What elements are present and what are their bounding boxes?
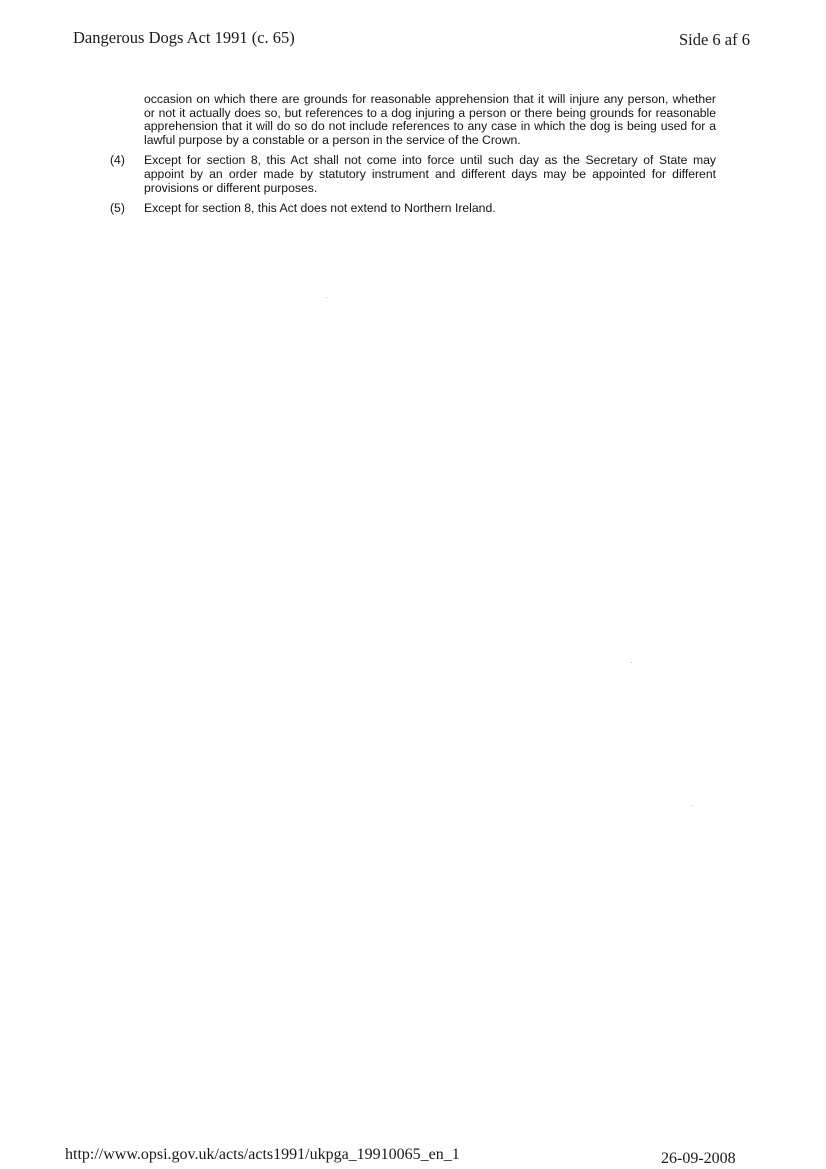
document-title: Dangerous Dogs Act 1991 (c. 65) xyxy=(73,28,295,47)
footer-url: http://www.opsi.gov.uk/acts/acts1991/ukpga_19910065_en_1 xyxy=(65,1146,460,1163)
subsection-text: Except for section 8, this Act shall not come into force until such day as the Secretary of State may appoint by an order made by statutory instrument and different days may be appointed for different provisions or different purposes. xyxy=(144,153,716,195)
footer-date: 26-09-2008 xyxy=(661,1150,736,1167)
subsection-5 xyxy=(110,202,716,216)
scan-speck xyxy=(326,297,327,298)
scan-speck xyxy=(631,662,632,663)
page-indicator: Side 6 af 6 xyxy=(678,30,750,49)
document-body xyxy=(110,93,716,223)
subsection-label: (5) xyxy=(110,201,125,216)
subsection-4 xyxy=(110,154,716,195)
subsection-text: Except for section 8, this Act does not extend to Northern Ireland. xyxy=(144,201,496,216)
continuation-paragraph: occasion on which there are grounds for reasonable apprehension that it will injure any person, whether or not it actually does so, but references to a dog injuring a person or there being grounds for reasonable apprehension that it will do so do not include references to any case in which the dog is being used for a lawful purpose by a constable or a person in the service of the Crown. xyxy=(144,92,716,147)
subsection-label: (4) xyxy=(110,153,125,168)
scan-speck xyxy=(692,805,693,806)
